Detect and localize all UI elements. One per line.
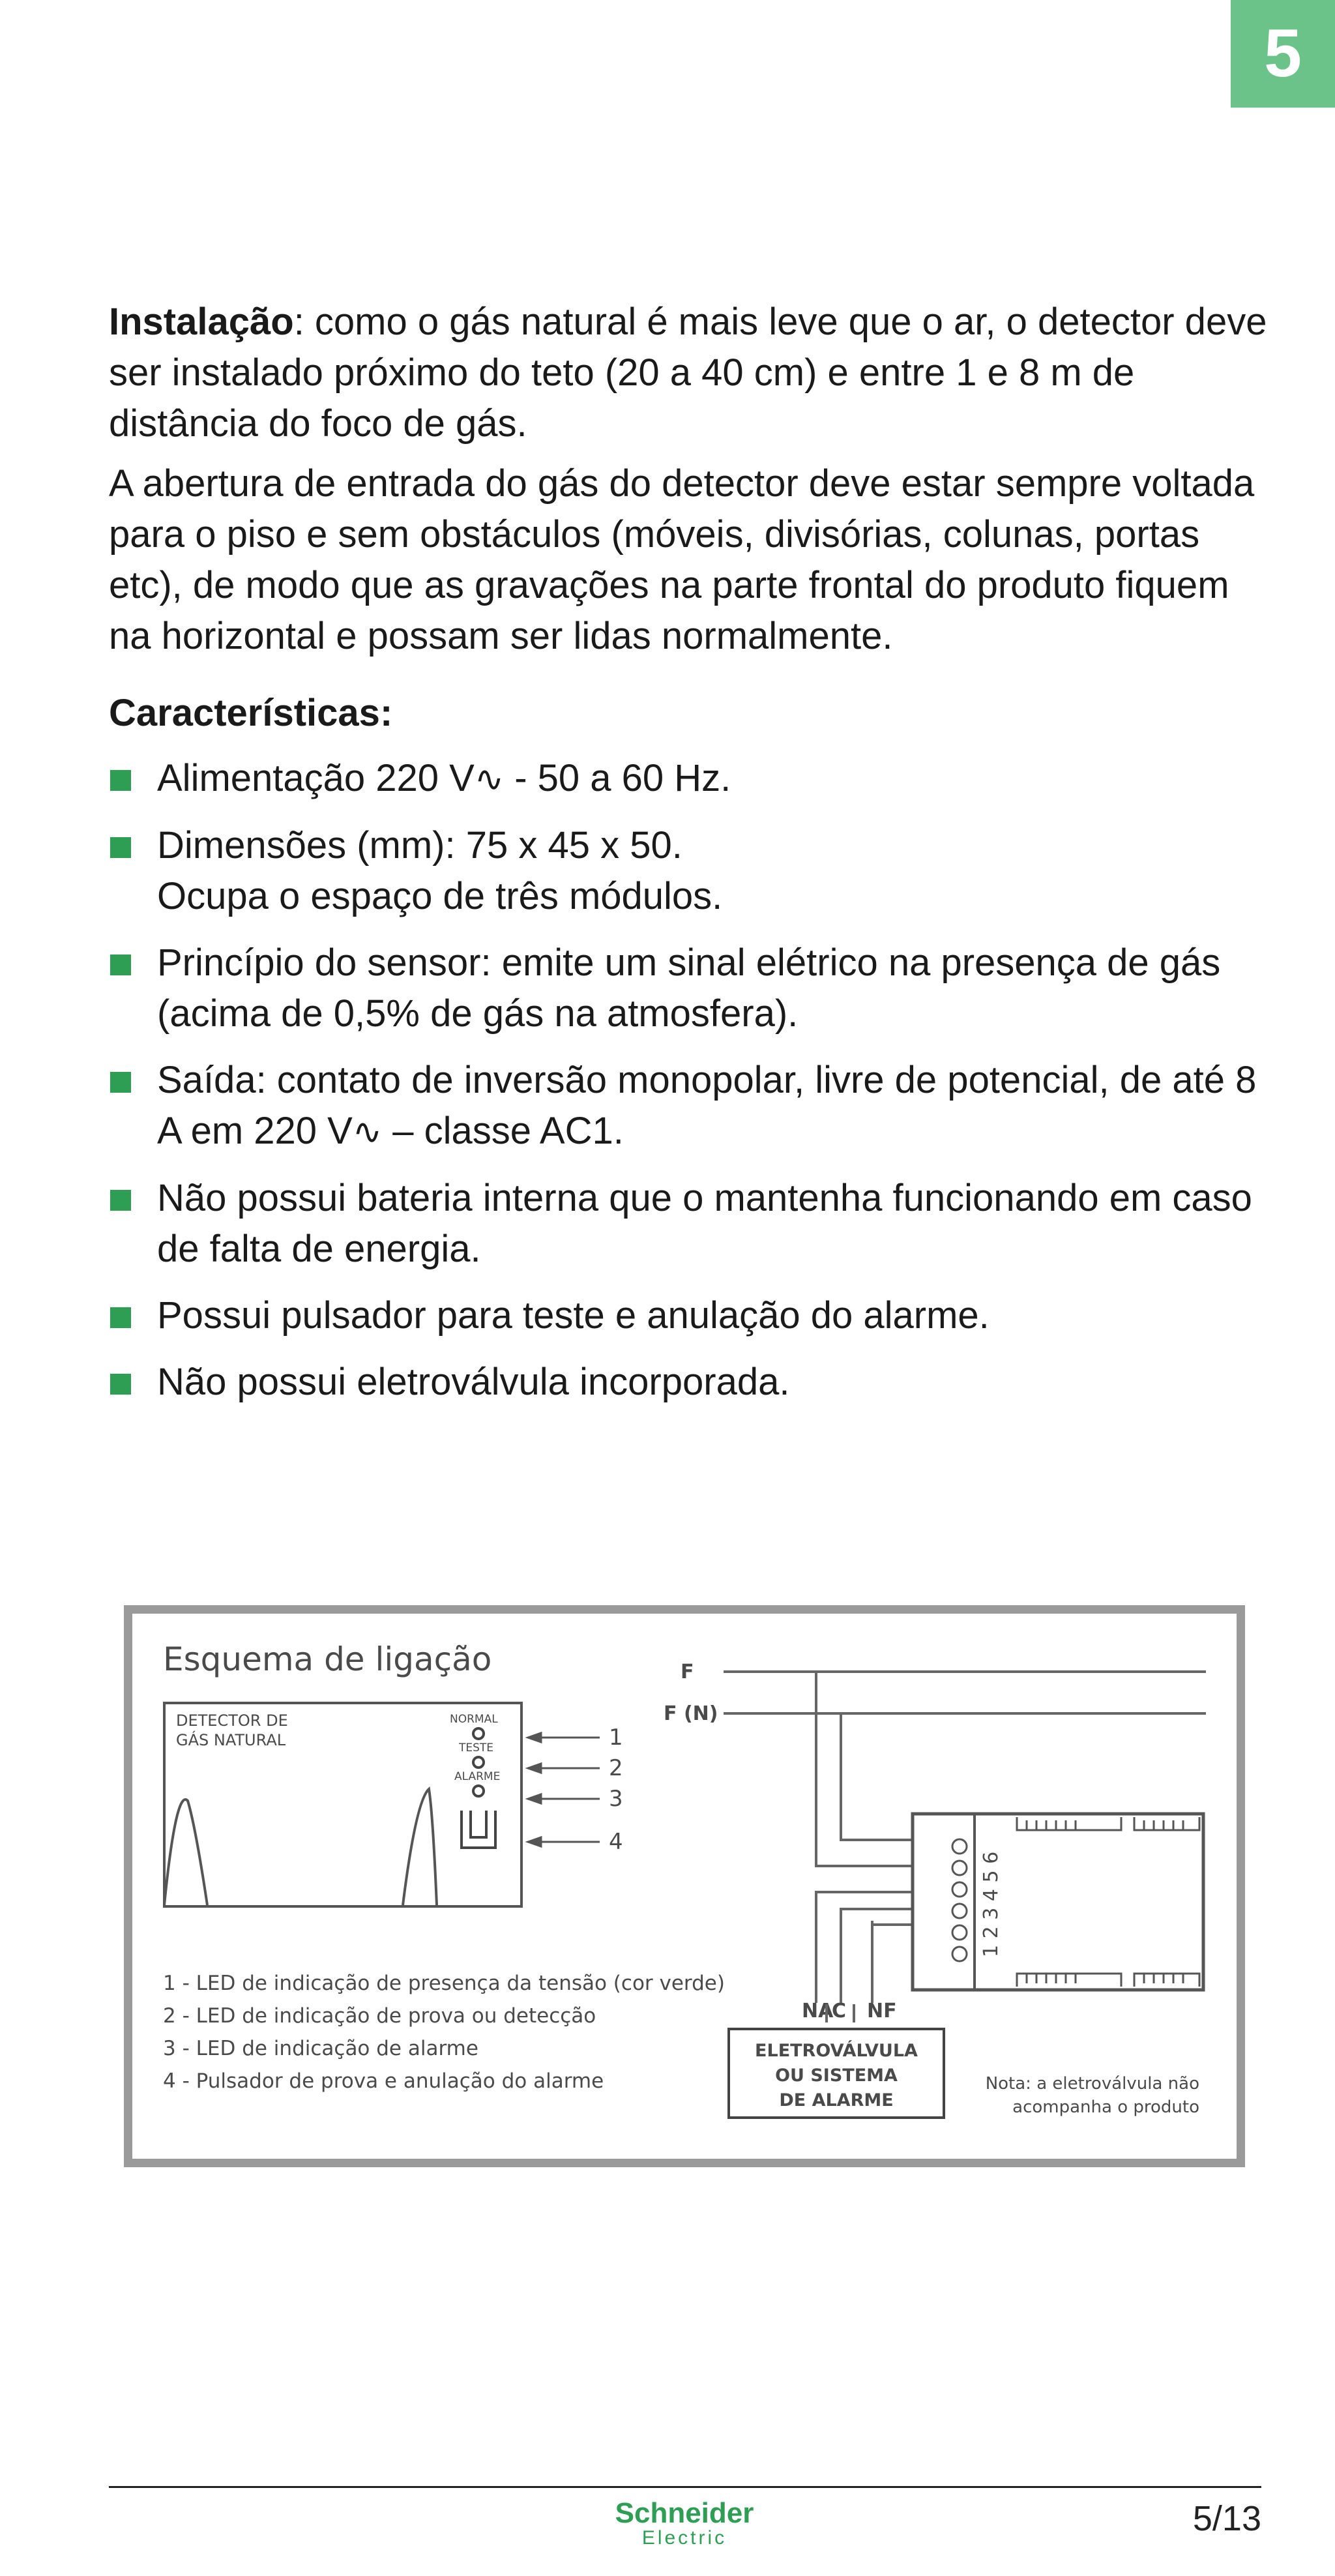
list-item <box>109 1055 1269 1157</box>
line-fn-label: F (N) <box>664 1702 718 1725</box>
feature-text: Princípio do sensor: emite um sinal elétrico na presença de gás (acima de 0,5% de gás na atmosfera). <box>157 941 1221 1035</box>
valve-label-2: OU SISTEMA <box>775 2065 898 2086</box>
contact-nf-label: NF <box>867 2000 897 2022</box>
list-item <box>109 1173 1269 1275</box>
page-number-tab: 5 <box>1231 0 1335 108</box>
bullet-icon <box>110 1307 131 1328</box>
footer-divider <box>109 2486 1261 2488</box>
note-line-2: acompanha o produto <box>1012 2097 1199 2117</box>
gas-inlet-paragraph: A abertura de entrada do gás do detector deve estar sempre voltada para o piso e sem obstáculos (móveis, divisórias, colunas, portas etc), de modo que as gravações na parte frontal do produto fiquem na horizontal e possam ser lidas normalmente. <box>109 462 1255 657</box>
installation-text: : como o gás natural é mais leve que o ar, o detector deve ser instalado próximo do teto (20 a 40 cm) e entre 1 e 8 m de distância do foco de gás. <box>109 301 1267 445</box>
detector-label-1: DETECTOR DE <box>176 1711 288 1730</box>
detector-label-2: GÁS NATURAL <box>176 1731 286 1749</box>
diagram-title: Esquema de ligação <box>163 1640 492 1678</box>
ac-symbol-icon: ∿ <box>474 758 505 799</box>
callout-3: 3 <box>609 1786 623 1812</box>
feature-text-line2: Ocupa o espaço de três módulos. <box>157 875 723 917</box>
wiring-diagram <box>124 1605 1245 2167</box>
bullet-icon <box>110 770 131 791</box>
feature-text-end: - 50 a 60 Hz. <box>504 757 731 799</box>
list-item <box>109 1357 1269 1408</box>
feature-text: Dimensões (mm): 75 x 45 x 50. <box>157 824 682 866</box>
list-item <box>109 753 1269 805</box>
installation-heading: Instalação <box>109 301 294 343</box>
terminal-numbers: 1 2 3 4 5 6 <box>980 1851 1003 1957</box>
features-list <box>109 753 1269 1408</box>
feature-text: Alimentação 220 V <box>157 757 475 799</box>
bullet-icon <box>110 1190 131 1211</box>
installation-paragraph <box>109 297 1269 449</box>
contact-c-label: C <box>832 2000 847 2022</box>
feature-text: Não possui eletroválvula incorporada. <box>157 1361 790 1403</box>
callout-4: 4 <box>609 1829 623 1855</box>
legend-item-2: 2 - LED de indicação de prova ou detecção <box>163 2004 596 2028</box>
valve-label-1: ELETROVÁLVULA <box>755 2041 918 2061</box>
note-line-1: Nota: a eletroválvula não <box>985 2074 1199 2094</box>
contact-na-label: NA <box>802 2000 834 2022</box>
line-f-label: F <box>681 1661 694 1683</box>
feature-text: Saída: contato de inversão monopolar, livre de potencial, de até 8 A em 220 V <box>157 1059 1257 1152</box>
feature-text: Não possui bateria interna que o mantenha funcionando em caso de falta de energia. <box>157 1177 1252 1270</box>
bullet-icon <box>110 1374 131 1395</box>
valve-label-3: DE ALARME <box>779 2090 894 2110</box>
wiring-diagram-svg <box>124 1605 1245 2167</box>
schneider-electric-logo <box>606 2498 763 2548</box>
list-item <box>109 1290 1269 1341</box>
logo-sub: Electric <box>641 2527 727 2549</box>
feature-text-end: – classe AC1. <box>382 1110 624 1152</box>
main-content <box>109 297 1269 1423</box>
page-counter: 5/13 <box>1192 2499 1261 2538</box>
led-normal-label: NORMAL <box>450 1713 498 1726</box>
feature-text: Possui pulsador para teste e anulação do alarme. <box>157 1294 990 1337</box>
logo-brand: Schneider <box>615 2497 754 2529</box>
led-teste-label: TESTE <box>459 1741 494 1754</box>
ac-symbol-icon: ∿ <box>352 1111 383 1152</box>
callout-2: 2 <box>609 1755 623 1781</box>
features-heading: Características: <box>109 692 393 734</box>
bullet-icon <box>110 955 131 975</box>
led-alarme-label: ALARME <box>454 1770 501 1783</box>
list-item <box>109 938 1269 1039</box>
legend-item-1: 1 - LED de indicação de presença da tensão (cor verde) <box>163 1972 725 1995</box>
list-item <box>109 820 1269 922</box>
legend-item-4: 4 - Pulsador de prova e anulação do alarme <box>163 2069 604 2093</box>
bullet-icon <box>110 1072 131 1093</box>
callout-1: 1 <box>609 1725 623 1751</box>
bullet-icon <box>110 837 131 858</box>
legend-item-3: 3 - LED de indicação de alarme <box>163 2037 478 2060</box>
